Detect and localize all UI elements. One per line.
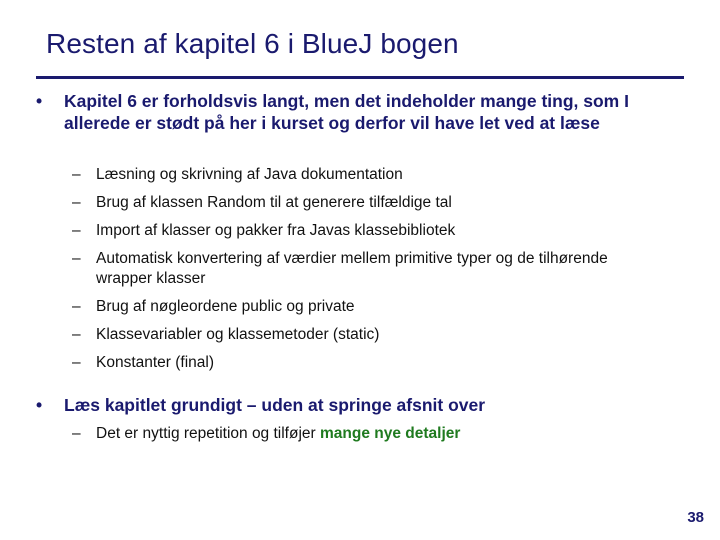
list-item <box>72 221 656 241</box>
bullet-2 <box>36 394 686 416</box>
dash-mark: – <box>72 326 81 343</box>
dash-mark: – <box>72 425 81 442</box>
dash-mark: – <box>72 166 81 183</box>
bullet-1-mark: • <box>36 91 43 111</box>
dash-mark: – <box>72 354 81 371</box>
list-item-text: Klassevariabler og klassemetoder (static) <box>96 326 380 343</box>
list-item-text: Brug af klassen Random til at generere tilfældige tal <box>96 194 452 211</box>
highlighted-text: mange nye detaljer <box>320 425 461 442</box>
title-underline <box>36 76 684 79</box>
dash-mark: – <box>72 250 81 267</box>
list-item-text: Læsning og skrivning af Java dokumentation <box>96 166 403 183</box>
bullet-1 <box>36 90 686 134</box>
page-number: 38 <box>687 509 704 526</box>
list-item <box>72 193 656 213</box>
list-item <box>72 249 656 289</box>
bullet-2-mark: • <box>36 395 43 415</box>
list-item-text: Import af klasser og pakker fra Javas klassebibliotek <box>96 222 456 239</box>
slide-title: Resten af kapitel 6 i BlueJ bogen <box>46 28 459 59</box>
list-item <box>72 353 656 373</box>
list-item-text: Brug af nøgleordene public og private <box>96 298 355 315</box>
list-item <box>72 297 656 317</box>
list-item <box>72 424 696 444</box>
dash-mark: – <box>72 222 81 239</box>
dash-mark: – <box>72 298 81 315</box>
dash-mark: – <box>72 194 81 211</box>
list-item <box>72 165 656 185</box>
bullet-2-text: Læs kapitlet grundigt – uden at springe afsnit over <box>64 395 486 415</box>
list-item-text: Automatisk konvertering af værdier mellem primitive typer og de tilhørende wrapper klasser <box>96 250 608 287</box>
bullet-1-text: Kapitel 6 er forholdsvis langt, men det indeholder mange ting, som I allerede er stødt på her i kurset og derfor vil have let ved at læse <box>64 91 629 133</box>
list-item <box>72 325 656 345</box>
list-item-text: Det er nyttig repetition og tilføjer <box>96 425 320 442</box>
list-item-text: Konstanter (final) <box>96 354 215 371</box>
